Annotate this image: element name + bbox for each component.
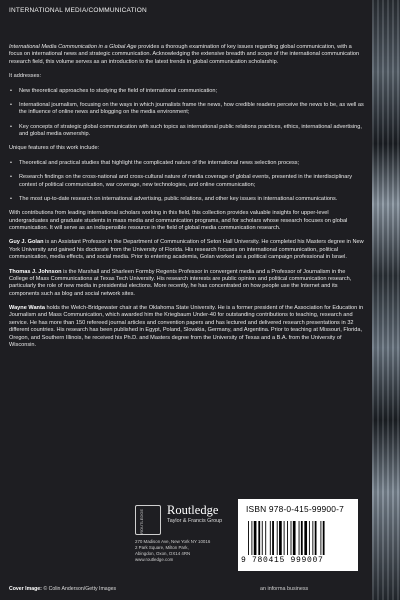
- author-name: Thomas J. Johnson: [9, 268, 62, 275]
- book-title: International Media Communication in a Global Age: [9, 44, 137, 50]
- list-item: • Key concepts of strategic global communication with such topics as international public relations practices, ethics, international advertising, and global media ownership.: [9, 124, 365, 139]
- publisher-name: Routledge: [167, 503, 219, 517]
- intro-paragraph: [9, 44, 365, 66]
- address-line: Abingdon, Oxon, OX14 4RN: [135, 551, 191, 557]
- author-bio: [9, 269, 365, 299]
- isbn-label: ISBN 978-0-415-99900-7: [246, 504, 344, 514]
- routledge-logo-icon: [135, 505, 161, 535]
- logo-text: ROUTLEDGE: [139, 509, 144, 534]
- features-list: [9, 160, 365, 204]
- spine-image-strip: [372, 0, 400, 600]
- list-item: • The most up-to-date research on international advertising, public relations, and other key issues in international communications.: [9, 196, 365, 203]
- address-line: 2 Park Square, Milton Park,: [135, 545, 189, 551]
- cover-credit: [9, 586, 116, 592]
- list-item: • Theoretical and practical studies that highlight the complicated nature of the international news selection process;: [9, 160, 365, 167]
- list-item: • New theoretical approaches to studying the field of international communication;: [9, 88, 365, 95]
- features-heading: Unique features of this work include:: [9, 145, 100, 152]
- barcode-icon: [248, 521, 348, 555]
- list-item: • Research findings on the cross-national and cross-cultural nature of media coverage of global events, presented in the interdisciplinary context of political communication, war coverage, new technologies, and online communication;: [9, 174, 365, 189]
- cover-credit-text: © Colin Anderson/Getty Images: [41, 586, 117, 592]
- cover-footer: [0, 495, 372, 600]
- barcode-panel: [238, 499, 358, 571]
- author-bio: [9, 305, 365, 349]
- author-bio-text: is an Assistant Professor in the Department of Communication of Seton Hall University. He completed his Masters degree in New York University and gained his doctorate from the University of Florida. His research focuses on international communication, political communication, media effects, and social media. Prior to entering academia, Golan worked as a political campaign professional in Israel.: [9, 239, 364, 261]
- addresses-heading: It addresses:: [9, 73, 42, 80]
- list-item: • International journalism, focusing on the ways in which journalists frame the news, how credible readers perceive the news to be, as well as the influence of online news and blogging on the media environment;: [9, 102, 365, 117]
- blurb-content: [9, 44, 365, 356]
- intro-text: provides a thorough examination of key issues regarding global communication, with a focus on international news and strategic communication. Acknowledging the extensive breadth and scope of the international communication research field, this volume serves as an introduction to the latest trends in global communication scholarship.: [9, 44, 360, 65]
- address-line: 270 Madison Ave, New York NY 10016: [135, 539, 211, 544]
- summary-paragraph: With contributions from leading international scholars working in this field, this collection provides valuable insights for upper-level undergraduates and graduate students in mass media and communication programs, and for scholars whose research focuses on global communication. It will serve as an indispensible resource in the field of global media communication research.: [9, 210, 348, 231]
- author-name: Guy J. Golan: [9, 239, 44, 246]
- author-name: Wayne Wanta: [9, 305, 45, 311]
- publisher-address: [135, 539, 210, 564]
- informa-label: an informa business: [260, 586, 309, 592]
- address-line: www.routledge.com: [135, 557, 174, 563]
- barcode-digits: 9 780415 999007: [241, 556, 324, 565]
- publisher-tagline: Taylor & Francis Group: [167, 518, 223, 524]
- cover-credit-label: Cover Image:: [9, 586, 42, 592]
- author-bio-text: holds the Welch-Bridgewater chair at the Oklahoma State University. He is a former president of the Association for Education in Journalism and Mass Communication, which awarded him the Kriegbaum Under-40 for outstanding contributions to teaching, research and service. He has more than 150 refereed journal articles and convention papers and has lectured and delivered research presentations in 32 different countries. His research has been published in Egypt, Poland, Slovakia, Germany, and Argentina. Prior to teaching at Missouri, Florida, Oregon, and Southern Illinois, he received his Ph.D. and Masters degree from the University of Texas and a B.A. from the University of Wisconsin.: [9, 305, 364, 348]
- addresses-list: [9, 88, 365, 139]
- series-title: INTERNATIONAL MEDIA/COMMUNICATION: [9, 7, 147, 14]
- author-bio-text: is the Marshall and Sharleen Formby Regents Professor in convergent media and a Professor of Journalism in the College of Mass Communications at Texas Tech University. His research interests are public opinion and political communication research, particularly the role of new media in presidential elections. More recently, he has concentrated on how people use the Internet and its components such as blog and social network sites.: [9, 268, 352, 297]
- author-bio: [9, 239, 365, 261]
